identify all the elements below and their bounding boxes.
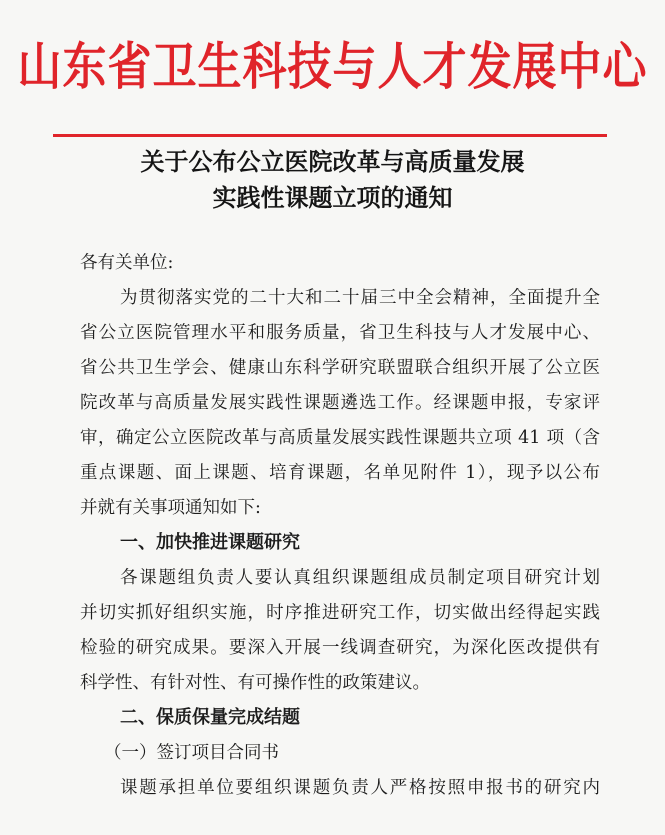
subsection-heading-1: （一）签订项目合同书	[104, 743, 279, 763]
paragraph-line: 课题承担单位要组织课题负责人严格按照申报书的研究内	[120, 778, 600, 798]
section-heading-1: 一、加快推进课题研究	[120, 532, 300, 553]
notice-title-line-2: 实践性课题立项的通知	[212, 183, 453, 212]
paragraph-line: 为贯彻落实党的二十大和二十届三中全会精神，全面提升全	[120, 288, 600, 308]
paragraph-line: 并切实抓好组织实施，时序推进研究工作，切实做出经得起实践	[80, 603, 600, 623]
paragraph-line: 省公共卫生学会、健康山东科学研究联盟联合组织开展了公立医	[80, 358, 600, 378]
paragraph-line: 审，确定公立医院改革与高质量发展实践性课题共立项 41 项（含	[80, 428, 600, 448]
paragraph-line: 并就有关事项通知如下:	[80, 498, 261, 518]
paragraph-line: 检验的研究成果。要深入开展一线调查研究，为深化医改提供有	[80, 638, 600, 658]
issuer-header: 山东省卫生科技与人才发展中心	[17, 38, 648, 97]
notice-title-line-1: 关于公布公立医院改革与高质量发展	[140, 147, 525, 176]
paragraph-line: 重点课题、面上课题、培育课题，名单见附件 1），现予以公布	[80, 463, 600, 483]
salutation: 各有关单位:	[80, 253, 174, 273]
paragraph-line: 省公立医院管理水平和服务质量，省卫生科技与人才发展中心、	[80, 323, 600, 343]
red-divider-line	[53, 134, 607, 137]
paragraph-line: 科学性、有针对性、有可操作性的政策建议。	[80, 673, 430, 693]
section-heading-2: 二、保质保量完成结题	[120, 707, 300, 728]
paragraph-line: 各课题组负责人要认真组织课题组成员制定项目研究计划	[120, 568, 600, 588]
paragraph-line: 院改革与高质量发展实践性课题遴选工作。经课题申报，专家评	[80, 393, 600, 413]
